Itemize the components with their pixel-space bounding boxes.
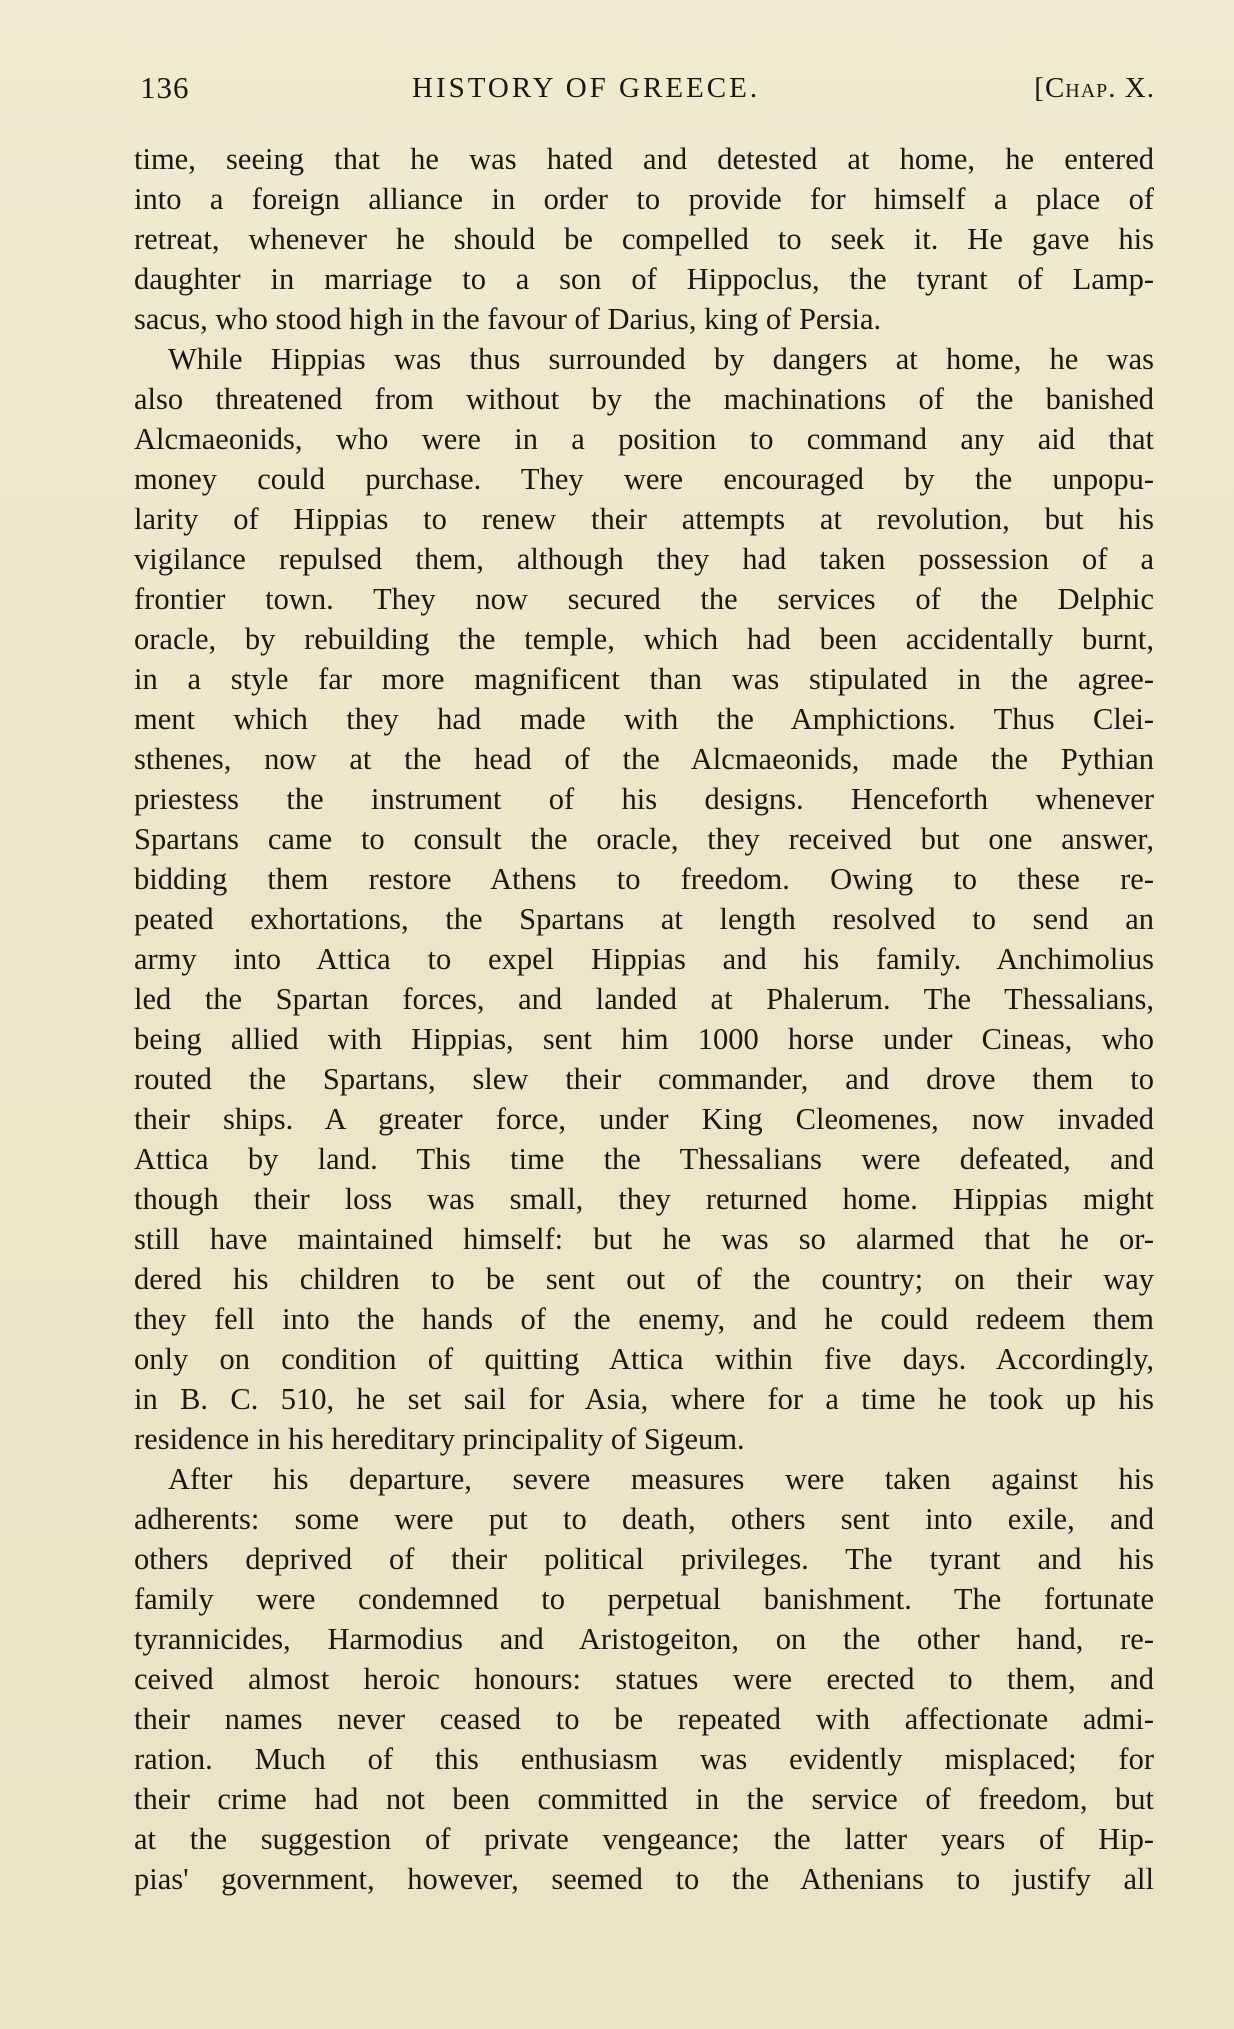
text-line: at the suggestion of private vengeance; the latter years of Hip- — [134, 1822, 1154, 1856]
text-line: peated exhortations, the Spartans at length resolved to send an — [134, 902, 1154, 936]
text-line: retreat, whenever he should be compelled to seek it. He gave his — [134, 222, 1154, 256]
text-line: Spartans came to consult the oracle, they received but one answer, — [134, 822, 1154, 856]
text-line: into a foreign alliance in order to provide for himself a place of — [134, 182, 1154, 216]
text-line: pias' government, however, seemed to the Athenians to justify all — [134, 1862, 1154, 1896]
text-line: being allied with Hippias, sent him 1000 horse under Cineas, who — [134, 1022, 1154, 1056]
text-line: adherents: some were put to death, others sent into exile, and — [134, 1502, 1154, 1536]
text-line: in a style far more magnificent than was stipulated in the agree- — [134, 662, 1154, 696]
text-line: though their loss was small, they returned home. Hippias might — [134, 1182, 1154, 1216]
page-number: 136 — [140, 70, 190, 105]
text-line: their ships. A greater force, under King Cleomenes, now invaded — [134, 1102, 1154, 1136]
running-head — [140, 70, 1155, 116]
text-line: larity of Hippias to renew their attempts at revolution, but his — [134, 502, 1154, 536]
text-line: tyrannicides, Harmodius and Aristogeiton, on the other hand, re- — [134, 1622, 1154, 1656]
text-line: sthenes, now at the head of the Alcmaeonids, made the Pythian — [134, 742, 1154, 776]
text-line: ration. Much of this enthusiasm was evidently misplaced; for — [134, 1742, 1154, 1776]
text-line: bidding them restore Athens to freedom. Owing to these re- — [134, 862, 1154, 896]
text-line: they fell into the hands of the enemy, and he could redeem them — [134, 1302, 1154, 1336]
text-line: daughter in marriage to a son of Hippoclus, the tyrant of Lamp- — [134, 262, 1154, 296]
text-line: sacus, who stood high in the favour of Darius, king of Persia. — [134, 302, 882, 336]
text-line: Attica by land. This time the Thessalians were defeated, and — [134, 1142, 1154, 1176]
chapter-reference: [Chap. X. — [1034, 72, 1155, 104]
text-line: still have maintained himself: but he was so alarmed that he or- — [134, 1222, 1154, 1256]
text-line: frontier town. They now secured the services of the Delphic — [134, 582, 1154, 616]
text-line: ment which they had made with the Amphictions. Thus Clei- — [134, 702, 1154, 736]
text-line: their crime had not been committed in the service of freedom, but — [134, 1782, 1154, 1816]
text-line: only on condition of quitting Attica within five days. Accordingly, — [134, 1342, 1154, 1376]
body-text — [134, 139, 1154, 1899]
text-line: residence in his hereditary principality of Sigeum. — [134, 1422, 745, 1456]
text-line: priestess the instrument of his designs. Henceforth whenever — [134, 782, 1154, 816]
text-line: routed the Spartans, slew their commander, and drove them to — [134, 1062, 1154, 1096]
paragraph-start-line: After his departure, severe measures were taken against his — [168, 1462, 1154, 1496]
text-line: in B. C. 510, he set sail for Asia, where for a time he took up his — [134, 1382, 1154, 1416]
text-line: dered his children to be sent out of the country; on their way — [134, 1262, 1154, 1296]
paragraph-start-line: While Hippias was thus surrounded by dangers at home, he was — [168, 342, 1154, 376]
text-line: army into Attica to expel Hippias and his family. Anchimolius — [134, 942, 1154, 976]
text-line: others deprived of their political privileges. The tyrant and his — [134, 1542, 1154, 1576]
text-line: oracle, by rebuilding the temple, which had been accidentally burnt, — [134, 622, 1154, 656]
text-line: time, seeing that he was hated and detested at home, he entered — [134, 142, 1154, 176]
text-line: vigilance repulsed them, although they had taken possession of a — [134, 542, 1154, 576]
text-line: also threatened from without by the machinations of the banished — [134, 382, 1154, 416]
book-title: HISTORY OF GREECE. — [412, 72, 761, 104]
text-line: their names never ceased to be repeated with affectionate admi- — [134, 1702, 1154, 1736]
text-line: led the Spartan forces, and landed at Phalerum. The Thessalians, — [134, 982, 1154, 1016]
text-line: family were condemned to perpetual banishment. The fortunate — [134, 1582, 1154, 1616]
text-line: Alcmaeonids, who were in a position to command any aid that — [134, 422, 1154, 456]
text-line: money could purchase. They were encouraged by the unpopu- — [134, 462, 1154, 496]
text-line: ceived almost heroic honours: statues were erected to them, and — [134, 1662, 1154, 1696]
